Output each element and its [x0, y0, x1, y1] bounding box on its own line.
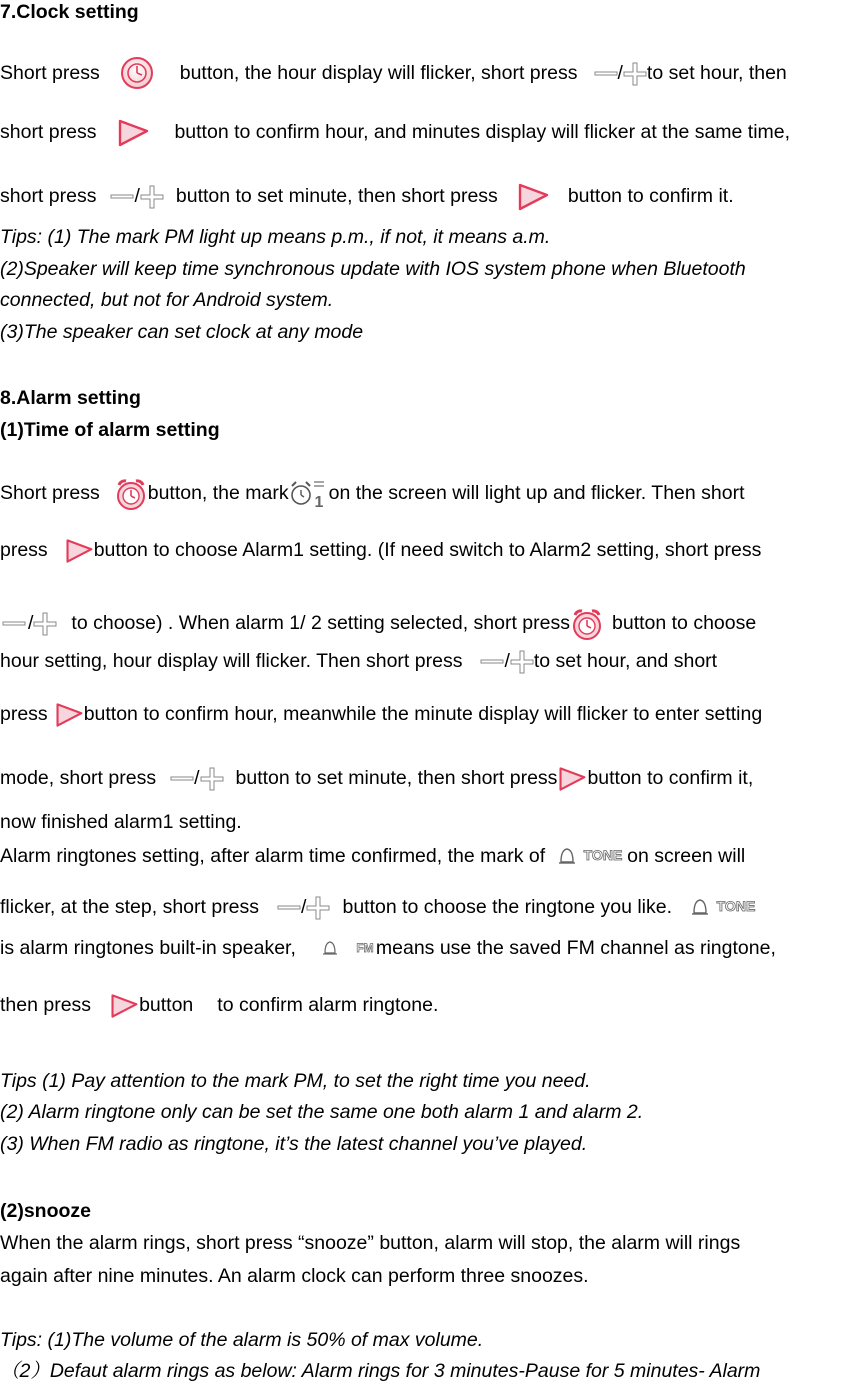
- s8-subheading-time: (1)Time of alarm setting: [0, 419, 220, 441]
- s8-tip1: Tips (1) Pay attention to the mark PM, to set the right time you need.: [0, 1070, 591, 1092]
- s8-line6: mode, short press / button to set minute, then short press button to confirm it,: [0, 765, 753, 793]
- bell-tone-icon: [686, 895, 762, 921]
- svg-text:FM: FM: [356, 940, 374, 955]
- bell-fm-icon: [320, 938, 376, 960]
- s8-line5: press button to confirm hour, meanwhile the minute display will flicker to enter setting: [0, 701, 762, 729]
- s7-tip2a: (2)Speaker will keep time synchronous update with IOS system phone when Bluetooth: [0, 258, 746, 280]
- bell-tone-icon: [555, 844, 627, 870]
- plus-button-icon: [623, 62, 647, 86]
- s8-line10: is alarm ringtones built-in speaker, FM means use the saved FM channel as ringtone,: [0, 937, 776, 959]
- s8-tip-default: （2）Defaut alarm rings as below: Alarm rings for 3 minutes-Pause for 5 minutes- Alarm: [0, 1360, 761, 1382]
- s8-line3: / to choose) . When alarm 1/ 2 setting selected, short press button to choose: [0, 607, 756, 641]
- snooze-line2: again after nine minutes. An alarm clock can perform three snoozes.: [0, 1265, 589, 1287]
- s8-line4: hour setting, hour display will flicker. Then short press / to set hour, and short: [0, 650, 718, 672]
- alarm1-mark-icon: [289, 477, 329, 511]
- s8-line7: now finished alarm1 setting.: [0, 811, 242, 833]
- minus-button-icon: [170, 772, 194, 786]
- s7-line3: short press / button to set minute, then short press button to confirm it.: [0, 183, 734, 211]
- s8-subheading-snooze: (2)snooze: [0, 1200, 92, 1222]
- s7-tip1: Tips: (1) The mark PM light up means p.m., if not, it means a.m.: [0, 226, 551, 248]
- s8-line11: then press button to confirm alarm ringtone.: [0, 992, 438, 1020]
- s7-line1: Short press button, the hour display will flicker, short press / to set hour, then: [0, 57, 787, 91]
- minus-button-icon: [480, 655, 504, 669]
- s8-tip3: (3) When FM radio as ringtone, it’s the latest channel you’ve played.: [0, 1133, 588, 1155]
- s8-line2: press button to choose Alarm1 setting. (If need switch to Alarm2 setting, short press: [0, 537, 761, 565]
- plus-button-icon: [200, 767, 224, 791]
- svg-text:TONE: TONE: [716, 898, 756, 914]
- next-button-icon: [109, 992, 139, 1020]
- next-button-icon: [516, 183, 550, 211]
- s7-tip2b: connected, but not for Android system.: [0, 289, 334, 311]
- next-button-icon: [116, 119, 150, 147]
- minus-button-icon: [0, 617, 28, 631]
- s7-line2: short press button to confirm hour, and minutes display will flicker at the same time,: [0, 119, 790, 147]
- next-button-icon: [64, 537, 94, 565]
- next-button-icon: [557, 765, 587, 793]
- clock-button-icon: [118, 57, 156, 91]
- s8-line9: flicker, at the step, short press / button to choose the ringtone you like. TONE: [0, 895, 762, 921]
- alarm-button-icon: [570, 607, 604, 641]
- section8-heading: 8.Alarm setting: [0, 387, 141, 409]
- snooze-line1: When the alarm rings, short press “snooze” button, alarm will stop, the alarm will rings: [0, 1232, 741, 1254]
- s8-line1: Short press button, the mark 1 on the screen will light up and flicker. Then short: [0, 477, 745, 511]
- svg-text:TONE: TONE: [583, 847, 623, 863]
- alarm-button-icon: [114, 477, 148, 511]
- plus-button-icon: [306, 896, 330, 920]
- s8-tip-volume: Tips: (1)The volume of the alarm is 50% of max volume.: [0, 1329, 484, 1351]
- minus-button-icon: [110, 190, 134, 204]
- plus-button-icon: [33, 612, 57, 636]
- plus-button-icon: [510, 650, 534, 674]
- plus-button-icon: [140, 185, 164, 209]
- s8-tip2: (2) Alarm ringtone only can be set the same one both alarm 1 and alarm 2.: [0, 1101, 644, 1123]
- section7-heading: 7.Clock setting: [0, 1, 139, 23]
- s8-line8: Alarm ringtones setting, after alarm time confirmed, the mark of TONE on screen will: [0, 844, 745, 870]
- s7-tip3: (3)The speaker can set clock at any mode: [0, 321, 364, 343]
- minus-button-icon: [594, 67, 618, 81]
- svg-text:1: 1: [314, 494, 324, 511]
- next-button-icon: [54, 701, 84, 729]
- minus-button-icon: [277, 901, 301, 915]
